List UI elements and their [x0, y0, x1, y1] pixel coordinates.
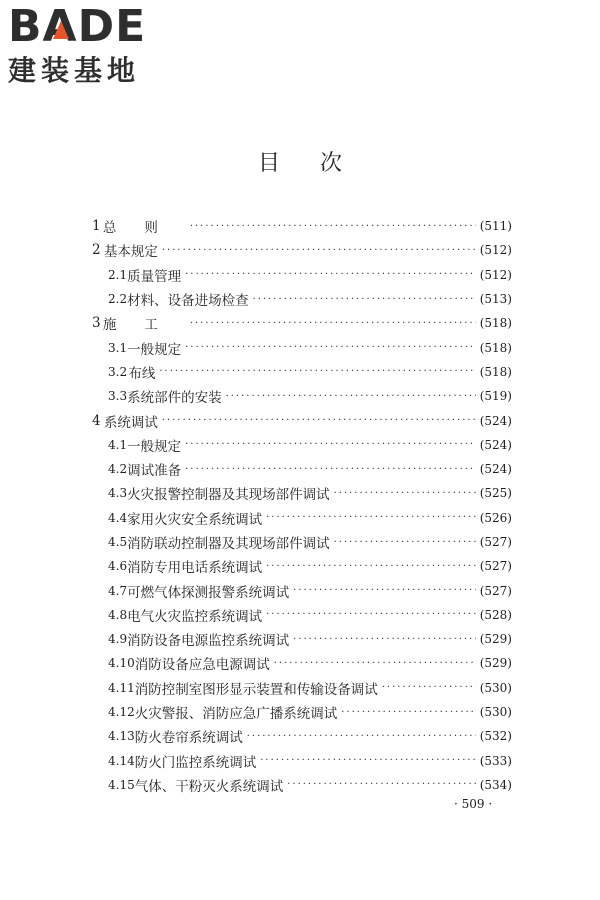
toc-entry-title: 系统调试: [103, 414, 158, 431]
toc-entry-number: 4.12: [108, 705, 135, 720]
toc-entry[interactable]: [92, 360, 512, 384]
toc-dot-leader: [274, 658, 476, 669]
toc-entry-number: 3.1: [108, 340, 128, 355]
toc-entry-page: (529): [479, 656, 512, 671]
toc-entry-title: 基本规定: [103, 244, 158, 261]
toc-dot-leader: [260, 755, 476, 766]
toc-entry[interactable]: [92, 749, 512, 773]
brand-logo-subtitle: 建装基地: [8, 54, 141, 87]
toc-entry-page: (532): [479, 729, 512, 744]
toc-entry-number: 4.14: [108, 753, 135, 768]
toc-entry[interactable]: [92, 433, 512, 457]
toc-entry-page: (518): [479, 340, 512, 355]
page-title: 目次: [257, 151, 382, 176]
toc-entry-page: (519): [479, 389, 512, 404]
toc-entry-page: (524): [479, 437, 512, 452]
toc-dot-leader: [266, 561, 476, 572]
toc-entry-title: 总则: [102, 220, 186, 237]
toc-dot-leader: [253, 294, 476, 305]
toc-entry[interactable]: [92, 578, 512, 602]
toc-entry-number: 4.7: [108, 583, 128, 598]
toc-entry[interactable]: [92, 263, 512, 287]
toc-dot-leader: [247, 731, 476, 742]
page-number: · 509 ·: [454, 797, 493, 811]
toc-entry-title: 消防专用电话系统调试: [127, 560, 263, 577]
toc-entry-page: (524): [479, 413, 512, 428]
toc-entry-page: (518): [479, 364, 512, 379]
toc-entry-title: 材料、设备进场检查: [127, 293, 249, 310]
toc-entry[interactable]: [92, 384, 512, 408]
toc-entry-title: 可燃气体探测报警系统调试: [127, 584, 290, 601]
toc-entry-page: (511): [479, 219, 512, 234]
toc-entry-title: 火灾报警控制器及其现场部件调试: [127, 487, 330, 504]
toc-entry[interactable]: [92, 603, 512, 627]
toc-entry-number: 4.15: [108, 777, 135, 792]
brand-logo-wordmark: BA DE: [8, 1, 147, 52]
toc-entry-title: 电气火灾监控系统调试: [127, 608, 263, 625]
toc-entry-title: 防火门监控系统调试: [134, 754, 257, 771]
toc-dot-leader: [334, 537, 476, 548]
toc-dot-leader: [382, 682, 476, 693]
toc-entry-page: (534): [479, 777, 512, 792]
toc-dot-leader: [185, 342, 476, 353]
toc-dot-leader: [185, 464, 476, 475]
toc-entry-title: 系统部件的安装: [127, 390, 222, 407]
toc-dot-leader: [159, 366, 475, 377]
toc-entry-page: (529): [479, 632, 512, 647]
toc-dot-leader: [162, 415, 476, 426]
toc-entry[interactable]: [92, 457, 512, 481]
toc-entry-number: 4.10: [108, 656, 135, 671]
toc-entry-number: 3.3: [108, 389, 128, 404]
toc-entry-number: 4.8: [108, 607, 128, 622]
toc-entry-number: 2: [92, 242, 101, 259]
toc-entry-title: 消防设备电源监控系统调试: [127, 633, 290, 650]
toc-entry-title: 防火卷帘系统调试: [134, 730, 243, 747]
toc-entry[interactable]: [92, 700, 512, 724]
toc-entry-title: 一般规定: [127, 341, 182, 358]
toc-entry-number: 4: [92, 412, 101, 429]
toc-entry-page: (530): [479, 680, 512, 695]
toc-entry-page: (524): [479, 462, 512, 477]
toc-entry[interactable]: [92, 238, 512, 262]
toc-dot-leader: [266, 609, 476, 620]
toc-entry-page: (527): [479, 535, 512, 549]
toc-entry-page: (526): [479, 510, 512, 525]
toc-entry-number: 4.2: [108, 462, 128, 477]
toc-dot-leader: [185, 269, 476, 280]
toc-dot-leader: [287, 779, 476, 790]
toc-entry[interactable]: [92, 773, 512, 797]
toc-dot-leader: [334, 488, 476, 499]
toc-entry-title: 质量管理: [127, 268, 182, 285]
toc-entry[interactable]: [92, 530, 512, 554]
toc-dot-leader: [190, 318, 476, 329]
toc-entry[interactable]: [92, 481, 512, 505]
toc-entry-number: 4.5: [108, 535, 128, 549]
toc-dot-leader: [266, 512, 476, 523]
toc-entry[interactable]: [92, 627, 512, 651]
toc-dot-leader: [226, 391, 476, 402]
toc-entry-page: (513): [479, 292, 512, 307]
toc-entry-title: 调试准备: [127, 463, 182, 480]
toc-entry-page: (512): [479, 267, 512, 282]
toc-entry[interactable]: [92, 311, 512, 335]
toc-entry-number: 2.1: [108, 267, 128, 282]
toc-entry[interactable]: [92, 554, 512, 578]
toc-entry[interactable]: [92, 335, 512, 359]
toc-entry[interactable]: [92, 506, 512, 530]
toc-entry-title: 消防控制室图形显示装置和传输设备调试: [134, 681, 378, 698]
toc-entry-page: (528): [479, 607, 512, 622]
toc-entry-page: (527): [479, 583, 512, 598]
toc-entry-title: 气体、干粉灭火系统调试: [134, 778, 284, 795]
toc-dot-leader: [190, 221, 476, 232]
toc-dot-leader: [162, 245, 476, 256]
toc-entry-number: 4.11: [108, 680, 135, 695]
table-of-contents: [92, 214, 512, 797]
toc-entry-page: (530): [479, 705, 512, 720]
toc-dot-leader: [341, 707, 476, 718]
toc-entry-title: 一般规定: [127, 438, 182, 455]
toc-entry-number: 3.2: [108, 364, 128, 379]
toc-entry-number: 2.2: [108, 292, 128, 307]
toc-entry-title: 家用火灾安全系统调试: [127, 511, 263, 528]
toc-entry-title: 消防联动控制器及其现场部件调试: [127, 536, 330, 552]
toc-entry-page: (518): [479, 316, 512, 331]
toc-entry[interactable]: [92, 676, 512, 700]
toc-dot-leader: [185, 439, 476, 450]
toc-entry[interactable]: [92, 287, 512, 311]
toc-entry-number: 4.3: [108, 486, 128, 501]
toc-entry-number: 4.9: [108, 632, 128, 647]
toc-entry[interactable]: [92, 724, 512, 748]
toc-entry-page: (512): [479, 243, 512, 258]
toc-dot-leader: [293, 634, 476, 645]
toc-entry-number: 3: [92, 315, 101, 332]
toc-entry-page: (533): [479, 753, 512, 768]
toc-entry-number: 4.6: [108, 559, 128, 574]
toc-entry-number: 4.1: [108, 437, 128, 452]
toc-entry-title: 施工: [102, 317, 186, 334]
toc-entry-page: (525): [479, 486, 512, 501]
toc-entry[interactable]: [92, 408, 512, 432]
toc-entry[interactable]: [92, 651, 512, 675]
toc-entry-number: 1: [92, 218, 101, 235]
toc-dot-leader: [293, 585, 476, 596]
toc-entry-title: 火灾警报、消防应急广播系统调试: [134, 706, 338, 723]
brand-logo: [8, 1, 178, 96]
toc-entry-number: 4.13: [108, 729, 135, 744]
toc-entry-number: 4.4: [108, 510, 128, 525]
toc-entry-page: (527): [479, 559, 512, 574]
toc-entry-title: 消防设备应急电源调试: [134, 657, 270, 674]
toc-entry-title: 布线: [128, 365, 156, 382]
toc-entry[interactable]: [92, 214, 512, 238]
